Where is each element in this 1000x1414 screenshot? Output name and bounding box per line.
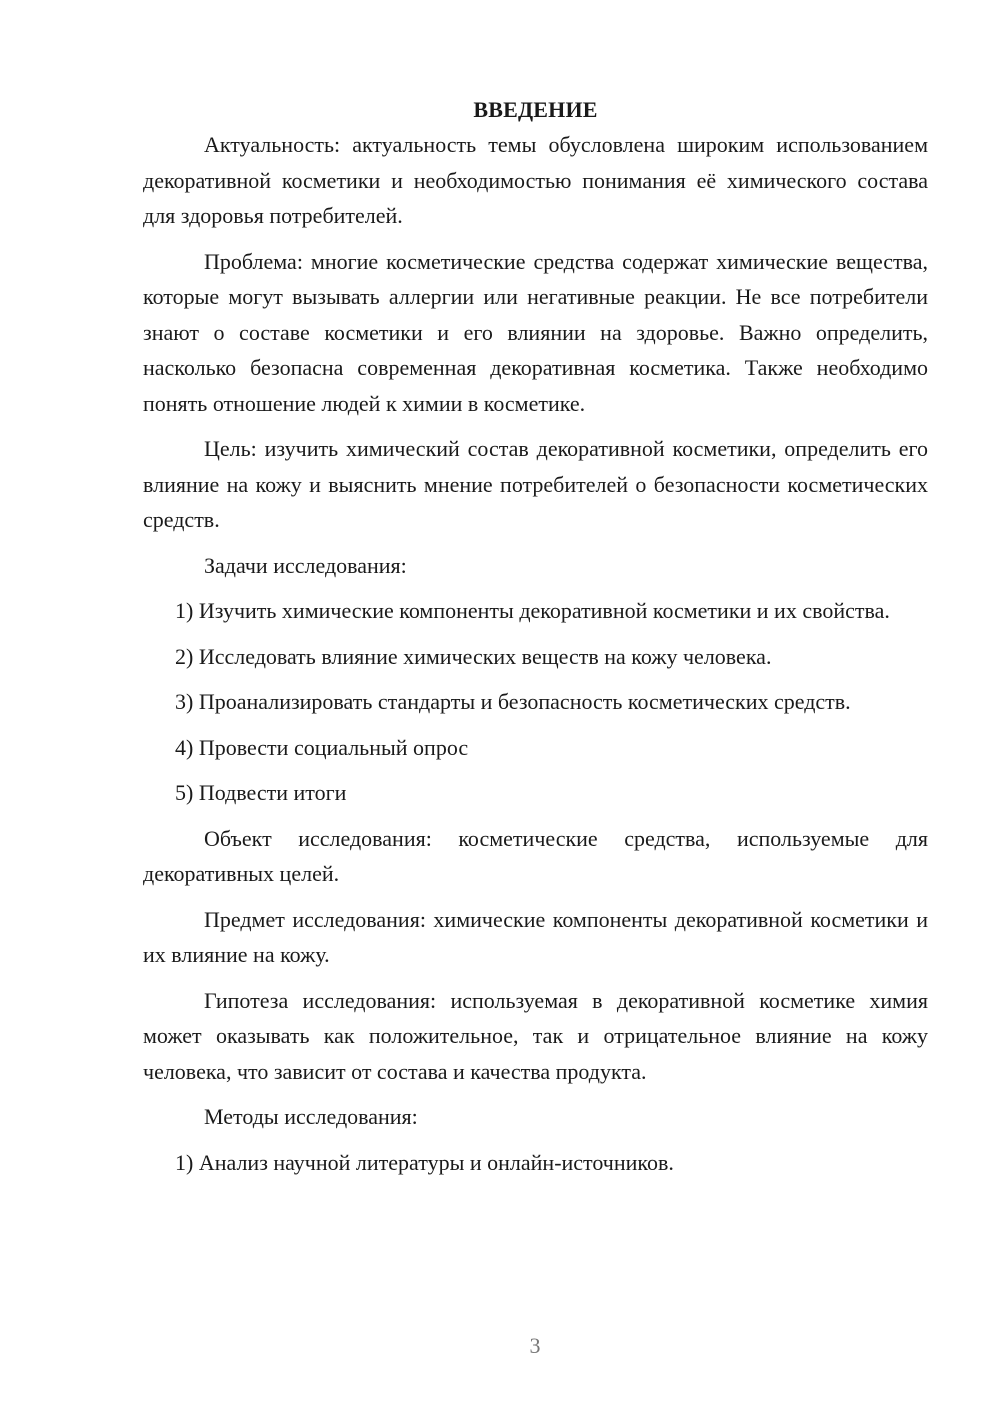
paragraph-hypothesis: Гипотеза исследования: используемая в декоративной косметике химия может оказывать как положительное, так и отрицательное влияние на кожу человека, что зависит от состава и качества продукта. [143, 987, 928, 1084]
method-item-1: 1) Анализ научной литературы и онлайн-источников. [175, 1149, 674, 1175]
paragraph-object: Объект исследования: косметические средства, используемые для декоративных целей. [143, 825, 928, 886]
paragraph-goal: Цель: изучить химический состав декоративной косметики, определить его влияние на кожу и выяснить мнение потребителей о безопасности косметических средств. [143, 436, 928, 532]
task-item-4: 4) Провести социальный опрос [175, 734, 469, 760]
page-title: ВВЕДЕНИЕ [473, 97, 598, 122]
paragraph-problem: Проблема: многие косметические средства содержат химические вещества, которые могут вызывать аллергии или негативные реакции. Не все потребители знают о составе косметики и его влиянии на здоровье. Важно определить, насколько безопасна современная декоративная косметика. Также необходимо понять отношение людей к химии в косметике. [143, 248, 928, 416]
methods-heading: Методы исследования: [204, 1104, 418, 1129]
task-item-2: 2) Исследовать влияние химических веществ на кожу человека. [175, 643, 772, 669]
paragraph-relevance: Актуальность: актуальность темы обусловлена широким использованием декоративной косметики и необходимостью понимания её химического состава для здоровья потребителей. [143, 132, 928, 228]
task-item-5: 5) Подвести итоги [175, 780, 347, 805]
document-page [143, 92, 928, 1190]
task-item-3: 3) Проанализировать стандарты и безопасность косметических средств. [175, 689, 851, 714]
tasks-heading: Задачи исследования: [204, 552, 407, 578]
paragraph-subject: Предмет исследования: химические компоненты декоративной косметики и их влияние на кожу. [143, 906, 928, 967]
page-number: 3 [529, 1333, 541, 1358]
task-item-1: 1) Изучить химические компоненты декоративной косметики и их свойства. [175, 598, 890, 623]
